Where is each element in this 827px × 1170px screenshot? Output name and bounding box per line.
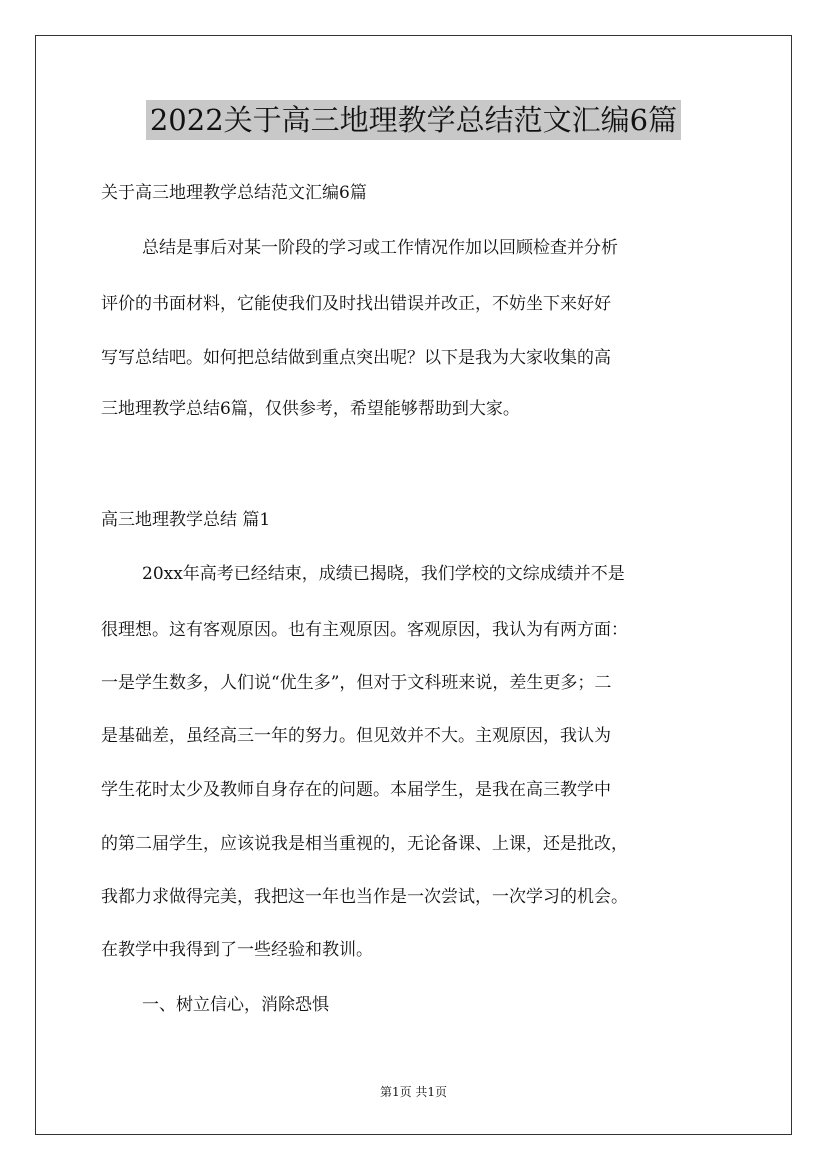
title-container <box>0 100 827 140</box>
body-line-5: 学生花时太少及教师自身存在的问题。本届学生，是我在高三教学中 <box>101 780 611 800</box>
body-line-7: 我都力求做得完美，我把这一年也当作是一次尝试，一次学习的机会。 <box>101 887 628 907</box>
body-line-8: 在教学中我得到了一些经验和教训。 <box>101 940 373 960</box>
intro-line-2: 评价的书面材料，它能使我们及时找出错误并改正，不妨坐下来好好 <box>101 294 611 314</box>
intro-line-3: 写写总结吧。如何把总结做到重点突出呢？以下是我为大家收集的高 <box>101 348 611 368</box>
document-title: 2022关于高三地理教学总结范文汇编6篇 <box>146 100 681 140</box>
intro-line-1: 总结是事后对某一阶段的学习或工作情况作加以回顾检查并分析 <box>142 238 618 258</box>
document-subtitle: 关于高三地理教学总结范文汇编6篇 <box>101 183 367 203</box>
body-line-6: 的第二届学生，应该说我是相当重视的，无论备课、上课，还是批改， <box>101 834 628 854</box>
body-line-1: 20xx年高考已经结束，成绩已揭晓，我们学校的文综成绩并不是 <box>142 564 625 584</box>
section-heading: 高三地理教学总结 篇1 <box>101 510 271 530</box>
body-line-2: 很理想。这有客观原因。也有主观原因。客观原因，我认为有两方面： <box>101 620 628 640</box>
point-heading: 一、树立信心，消除恐惧 <box>142 995 329 1015</box>
body-line-4: 是基础差，虽经高三一年的努力。但见效并不大。主观原因，我认为 <box>101 726 611 746</box>
intro-line-4: 三地理教学总结6篇，仅供参考，希望能够帮助到大家。 <box>101 399 520 419</box>
body-line-3: 一是学生数多，人们说“优生多”，但对于文科班来说，差生更多；二 <box>101 673 612 693</box>
page-footer: 第1页 共1页 <box>379 1085 448 1099</box>
